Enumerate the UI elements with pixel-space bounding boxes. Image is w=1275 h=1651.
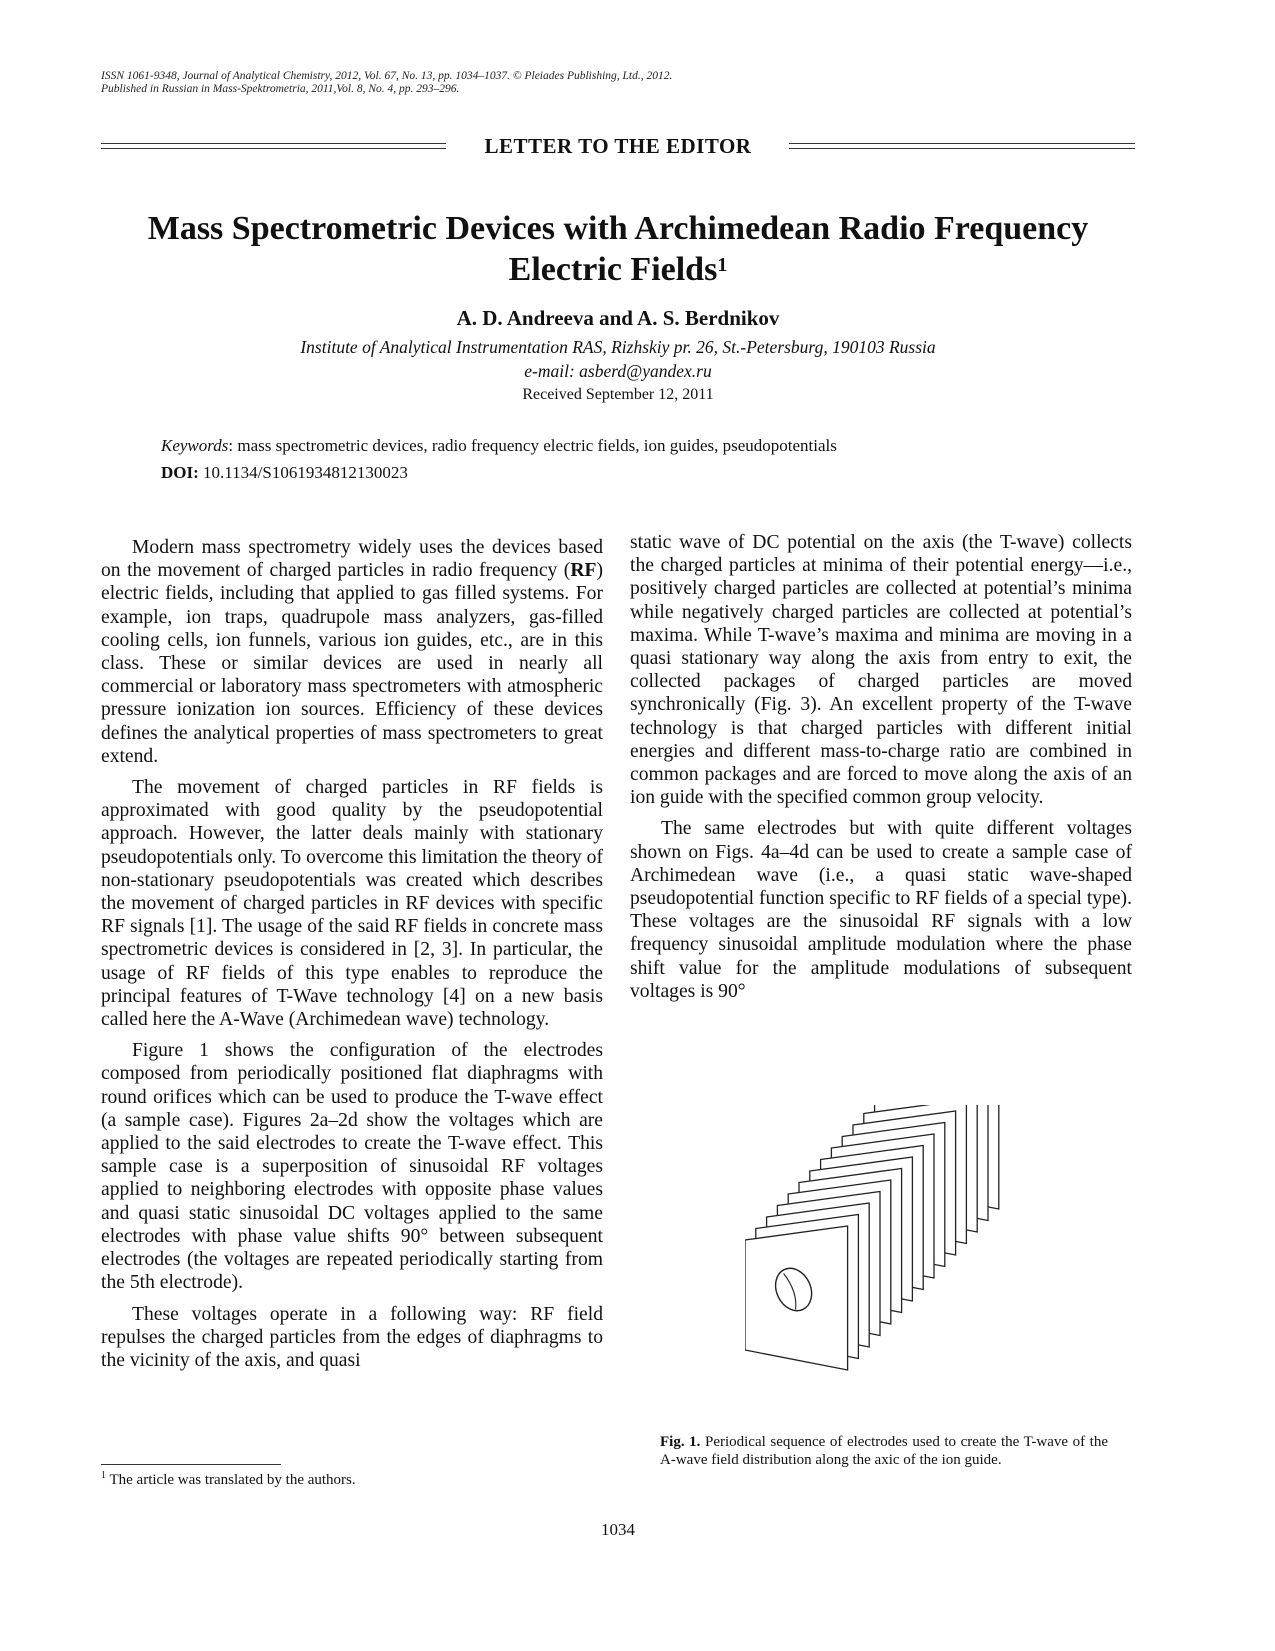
paragraph-archimedean: The same electrodes but with quite different voltages shown on Figs. 4a–4d can be used to create a sample case of Archimedean wave (i.e., a quasi static wave-shaped pseudopotential function specific to RF fields of a special type). These voltages are the sinusoidal RF signals with a low frequency sinusoidal amplitude modulation where the phase shift value for the amplitude modulations of subsequent voltages is 90° — [630, 818, 1132, 1002]
received-date: Received September 12, 2011 — [522, 386, 714, 403]
section-rule-left — [101, 143, 446, 149]
article-title — [101, 208, 1135, 290]
figure-1-caption — [660, 1433, 1108, 1469]
column-left — [101, 536, 603, 1380]
affiliation: Institute of Analytical Instrumentation RAS, Rizhskiy pr. 26, St.-Petersburg, 190103 Russia — [300, 337, 936, 357]
paragraph-figure1: Figure 1 shows the configuration of the electrodes composed from periodically positioned flat diaphragms with round orifices which can be used to produce the T-wave effect (a sample case). Figures 2a–2d show the voltages which are applied to the said electrodes to create the T-wave effect. This sample case is a superposition of sinusoidal RF voltages applied to neighboring electrodes with opposite phase values and quasi static sinusoidal DC voltages applied to the same electrodes with phase value shifts 90° between subsequent electrodes (the voltages are repeated periodically starting from the 5th electrode). — [101, 1040, 603, 1294]
paragraph-intro: Modern mass spectrometry widely uses the devices based on the movement of charged particles in radio frequency (RF) electric fields, including that applied to gas filled systems. For example, ion traps, quadrupole mass analyzers, gas-filled cooling cells, ion funnels, various ion guides, etc., are in this class. These or similar devices are used in nearly all commercial or laboratory mass spectrometers with atmospheric pressure ionization ion sources. Efficiency of these devices defines the analytical properties of mass spectrometers to great extend. — [101, 537, 603, 767]
affiliation-block — [101, 335, 1135, 383]
section-rule-right — [789, 143, 1135, 149]
journal-header — [101, 70, 672, 96]
title-footnote-mark: 1 — [717, 254, 728, 276]
footnote-rule — [101, 1464, 281, 1465]
email: e-mail: asberd@yandex.ru — [524, 361, 712, 381]
page-number: 1034 — [601, 1520, 635, 1539]
doi-label: DOI: — [161, 463, 199, 482]
rf-abbrev: RF — [570, 560, 597, 582]
title-line-2: Electric Fields$^1$ — [508, 251, 728, 288]
section-label: LETTER TO THE EDITOR — [484, 134, 752, 158]
doi — [161, 463, 408, 483]
paragraph-twave: static wave of DC potential on the axis (the T-wave) collects the charged particles at minima of their potential energy—i.e., positively charged particles are collected at potential’s minima while negatively charged particles are collected at potential’s maxima. While T-wave’s maxima and minima are moving in a quasi stationary way along the axis from entry to exit, the collected packages of charged particles are moved synchronically (Fig. 3). An excellent property of the T-wave technology is that charged particles with different initial energies and different mass-to-charge ratio are combined in common packages and are forced to move along the axis of an ion guide with the specified common group velocity. — [630, 532, 1132, 809]
authors: A. D. Andreeva and A. S. Berdnikov — [456, 306, 780, 330]
caption-text: Periodical sequence of electrodes used to create the T-wave of the A-wave field distribution along the axic of the ion guide. — [660, 1434, 1108, 1468]
doi-value: 10.1134/S1061934812130023 — [198, 463, 408, 482]
header-line-1: ISSN 1061-9348, Journal of Analytical Chemistry, 2012, Vol. 67, No. 13, pp. 1034–1037. © Pleiades Publishing, Ltd., 2012. — [101, 70, 673, 82]
keywords — [161, 436, 837, 456]
title-line-1: Mass Spectrometric Devices with Archimedean Radio Frequency — [147, 210, 1089, 247]
paragraph-pseudopotential: The movement of charged particles in RF fields is approximated with good quality by the pseudopotential approach. However, the latter deals mainly with stationary pseudopotentials only. To overcome this limitation the theory of non-stationary pseudopotentials was created which describes the movement of charged particles in RF devices with specific RF signals [1]. The usage of the said RF fields in concrete mass spectrometric devices is considered in [2, 3]. In particular, the usage of RF fields of this type enables to reproduce the principal features of T-Wave technology [4] on a new basis called here the A-Wave (Archimedean wave) technology. — [101, 777, 603, 1031]
section-heading — [101, 134, 1135, 160]
keywords-label: Keywords — [161, 436, 229, 455]
paragraph-voltages: These voltages operate in a following way: RF field repulses the charged particles from the edges of diaphragms to the vicinity of the axis, and quasi — [101, 1303, 603, 1371]
column-right — [630, 531, 1132, 1011]
keywords-text: : mass spectrometric devices, radio frequency electric fields, ion guides, pseudopotentials — [228, 436, 837, 455]
figure-1-electrodes — [745, 1105, 1125, 1410]
footnote-mark: 1 — [101, 1470, 106, 1481]
footnote — [101, 1470, 356, 1489]
caption-label: Fig. 1. — [660, 1434, 701, 1450]
footnote-text: The article was translated by the authors. — [106, 1472, 356, 1488]
header-line-2: Published in Russian in Mass-Spektrometria, 2011,Vol. 8, No. 4, pp. 293–296. — [101, 83, 460, 95]
electrode-stack-illustration — [745, 1105, 1125, 1405]
